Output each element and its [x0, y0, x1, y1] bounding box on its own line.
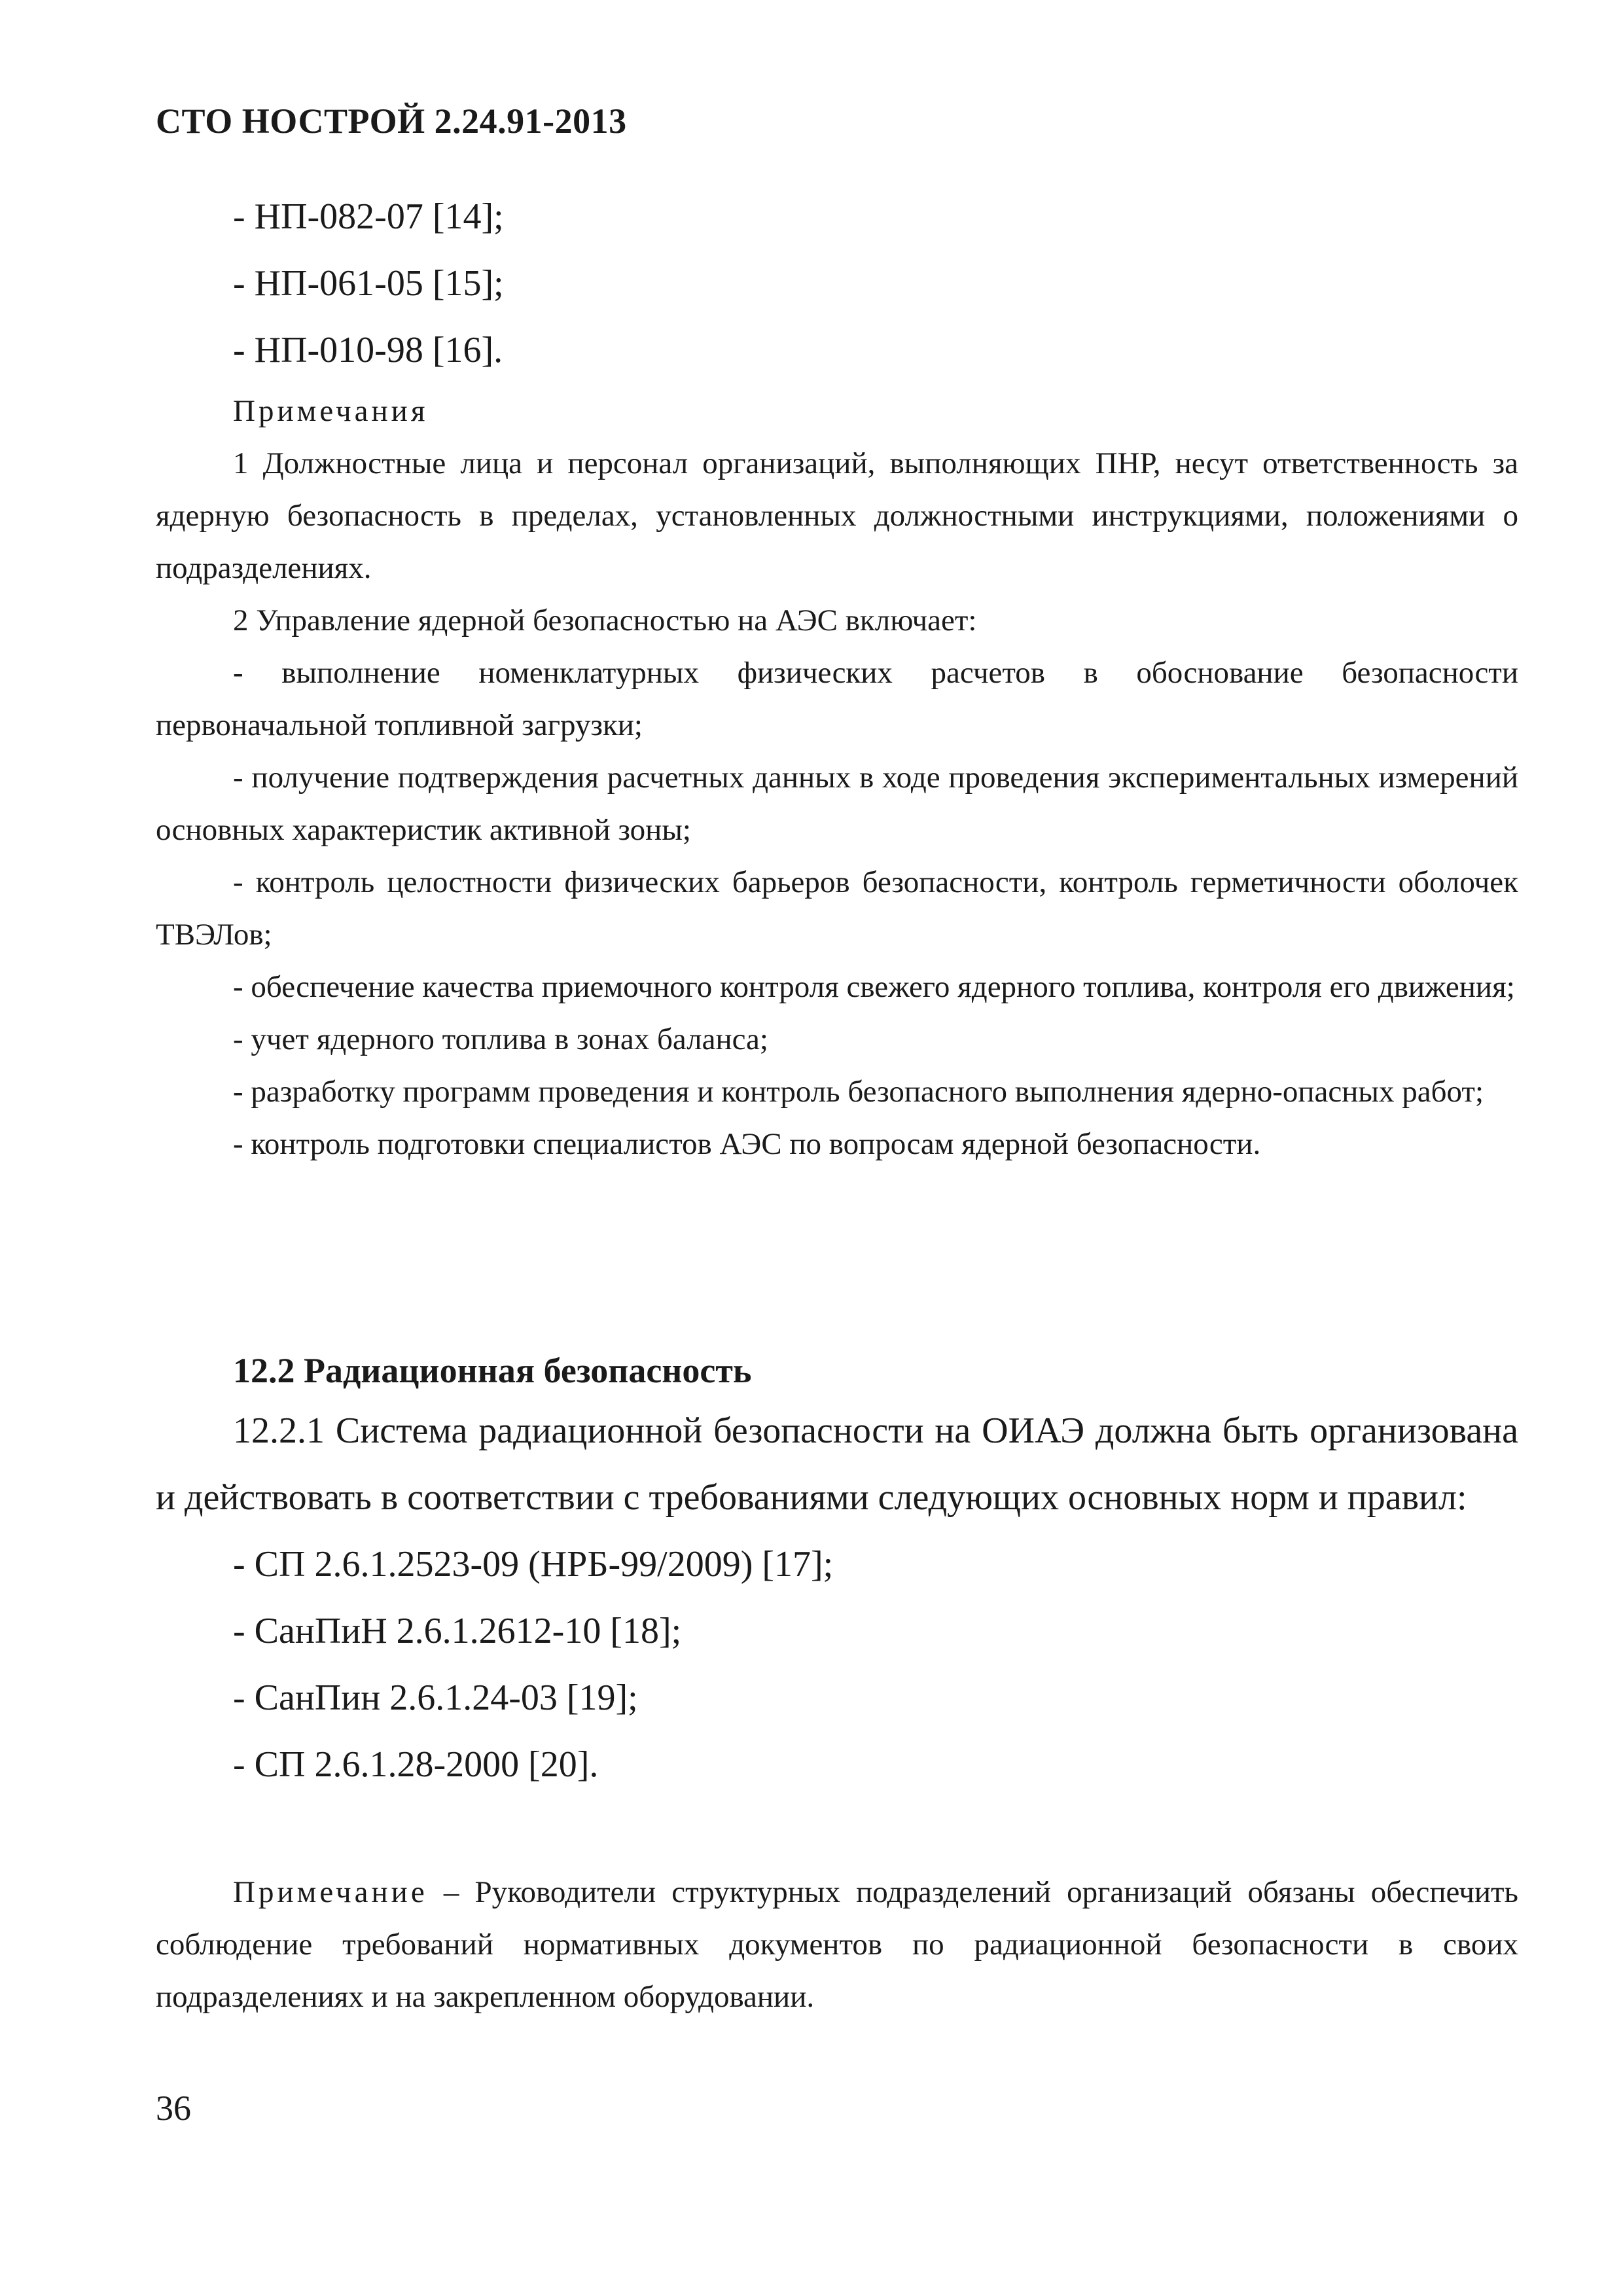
section-body	[156, 1397, 1518, 1798]
notes-block	[156, 385, 1518, 1170]
note-item: - получение подтверждения расчетных данных в ходе проведения экспериментальных измерений основных характеристик активной зоны;	[156, 761, 1518, 847]
page-number: 36	[156, 2089, 191, 2128]
note-item: - учет ядерного топлива в зонах баланса;	[233, 1022, 768, 1056]
list-item: - СанПиН 2.6.1.2612-10 [18];	[233, 1611, 682, 1651]
list-item: - СП 2.6.1.2523-09 (НРБ-99/2009) [17];	[233, 1544, 834, 1585]
note-item: - обеспечение качества приемочного контроля свежего ядерного топлива, контроля его движения;	[233, 970, 1515, 1004]
final-note	[156, 1866, 1518, 2023]
final-note-text: – Руководители структурных подразделений организаций обязаны обеспечить соблюдение требований нормативных документов по радиационной безопасности в своих подразделениях и на закрепленном оборудовании.	[156, 1875, 1518, 2014]
section-paragraph: 12.2.1 Система радиационной безопасности на ОИАЭ должна быть организована и действовать в соответствии с требованиями следующих основных норм и правил:	[156, 1410, 1518, 1518]
note-item: - разработку программ проведения и контроль безопасного выполнения ядерно-опасных работ;	[233, 1075, 1484, 1109]
section-heading: 12.2 Радиационная безопасность	[233, 1351, 752, 1390]
document-header: СТО НОСТРОЙ 2.24.91-2013	[156, 101, 627, 141]
list-item: - СП 2.6.1.28-2000 [20].	[233, 1744, 599, 1785]
list-item: - СанПин 2.6.1.24-03 [19];	[233, 1677, 638, 1718]
note-item: 2 Управление ядерной безопасностью на АЭС включает:	[233, 603, 977, 637]
note-item: - контроль целостности физических барьеров безопасности, контроль герметичности оболочек ТВЭЛов;	[156, 865, 1518, 952]
list-item: - НП-082-07 [14];	[233, 196, 504, 237]
reference-list-top	[156, 183, 1518, 384]
note-item: 1 Должностные лица и персонал организаций, выполняющих ПНР, несут ответственность за ядерную безопасность в пределах, установленных должностными инструкциями, положениями о подразделениях.	[156, 446, 1518, 585]
final-note-label: Примечание	[233, 1875, 428, 1909]
list-item: - НП-061-05 [15];	[233, 263, 504, 304]
list-item: - НП-010-98 [16].	[233, 330, 503, 370]
final-note-paragraph	[156, 1866, 1518, 2023]
notes-heading: Примечания	[233, 394, 429, 428]
note-item: - выполнение номенклатурных физических расчетов в обоснование безопасности первоначальной топливной загрузки;	[156, 656, 1518, 742]
note-item: - контроль подготовки специалистов АЭС по вопросам ядерной безопасности.	[233, 1127, 1261, 1161]
